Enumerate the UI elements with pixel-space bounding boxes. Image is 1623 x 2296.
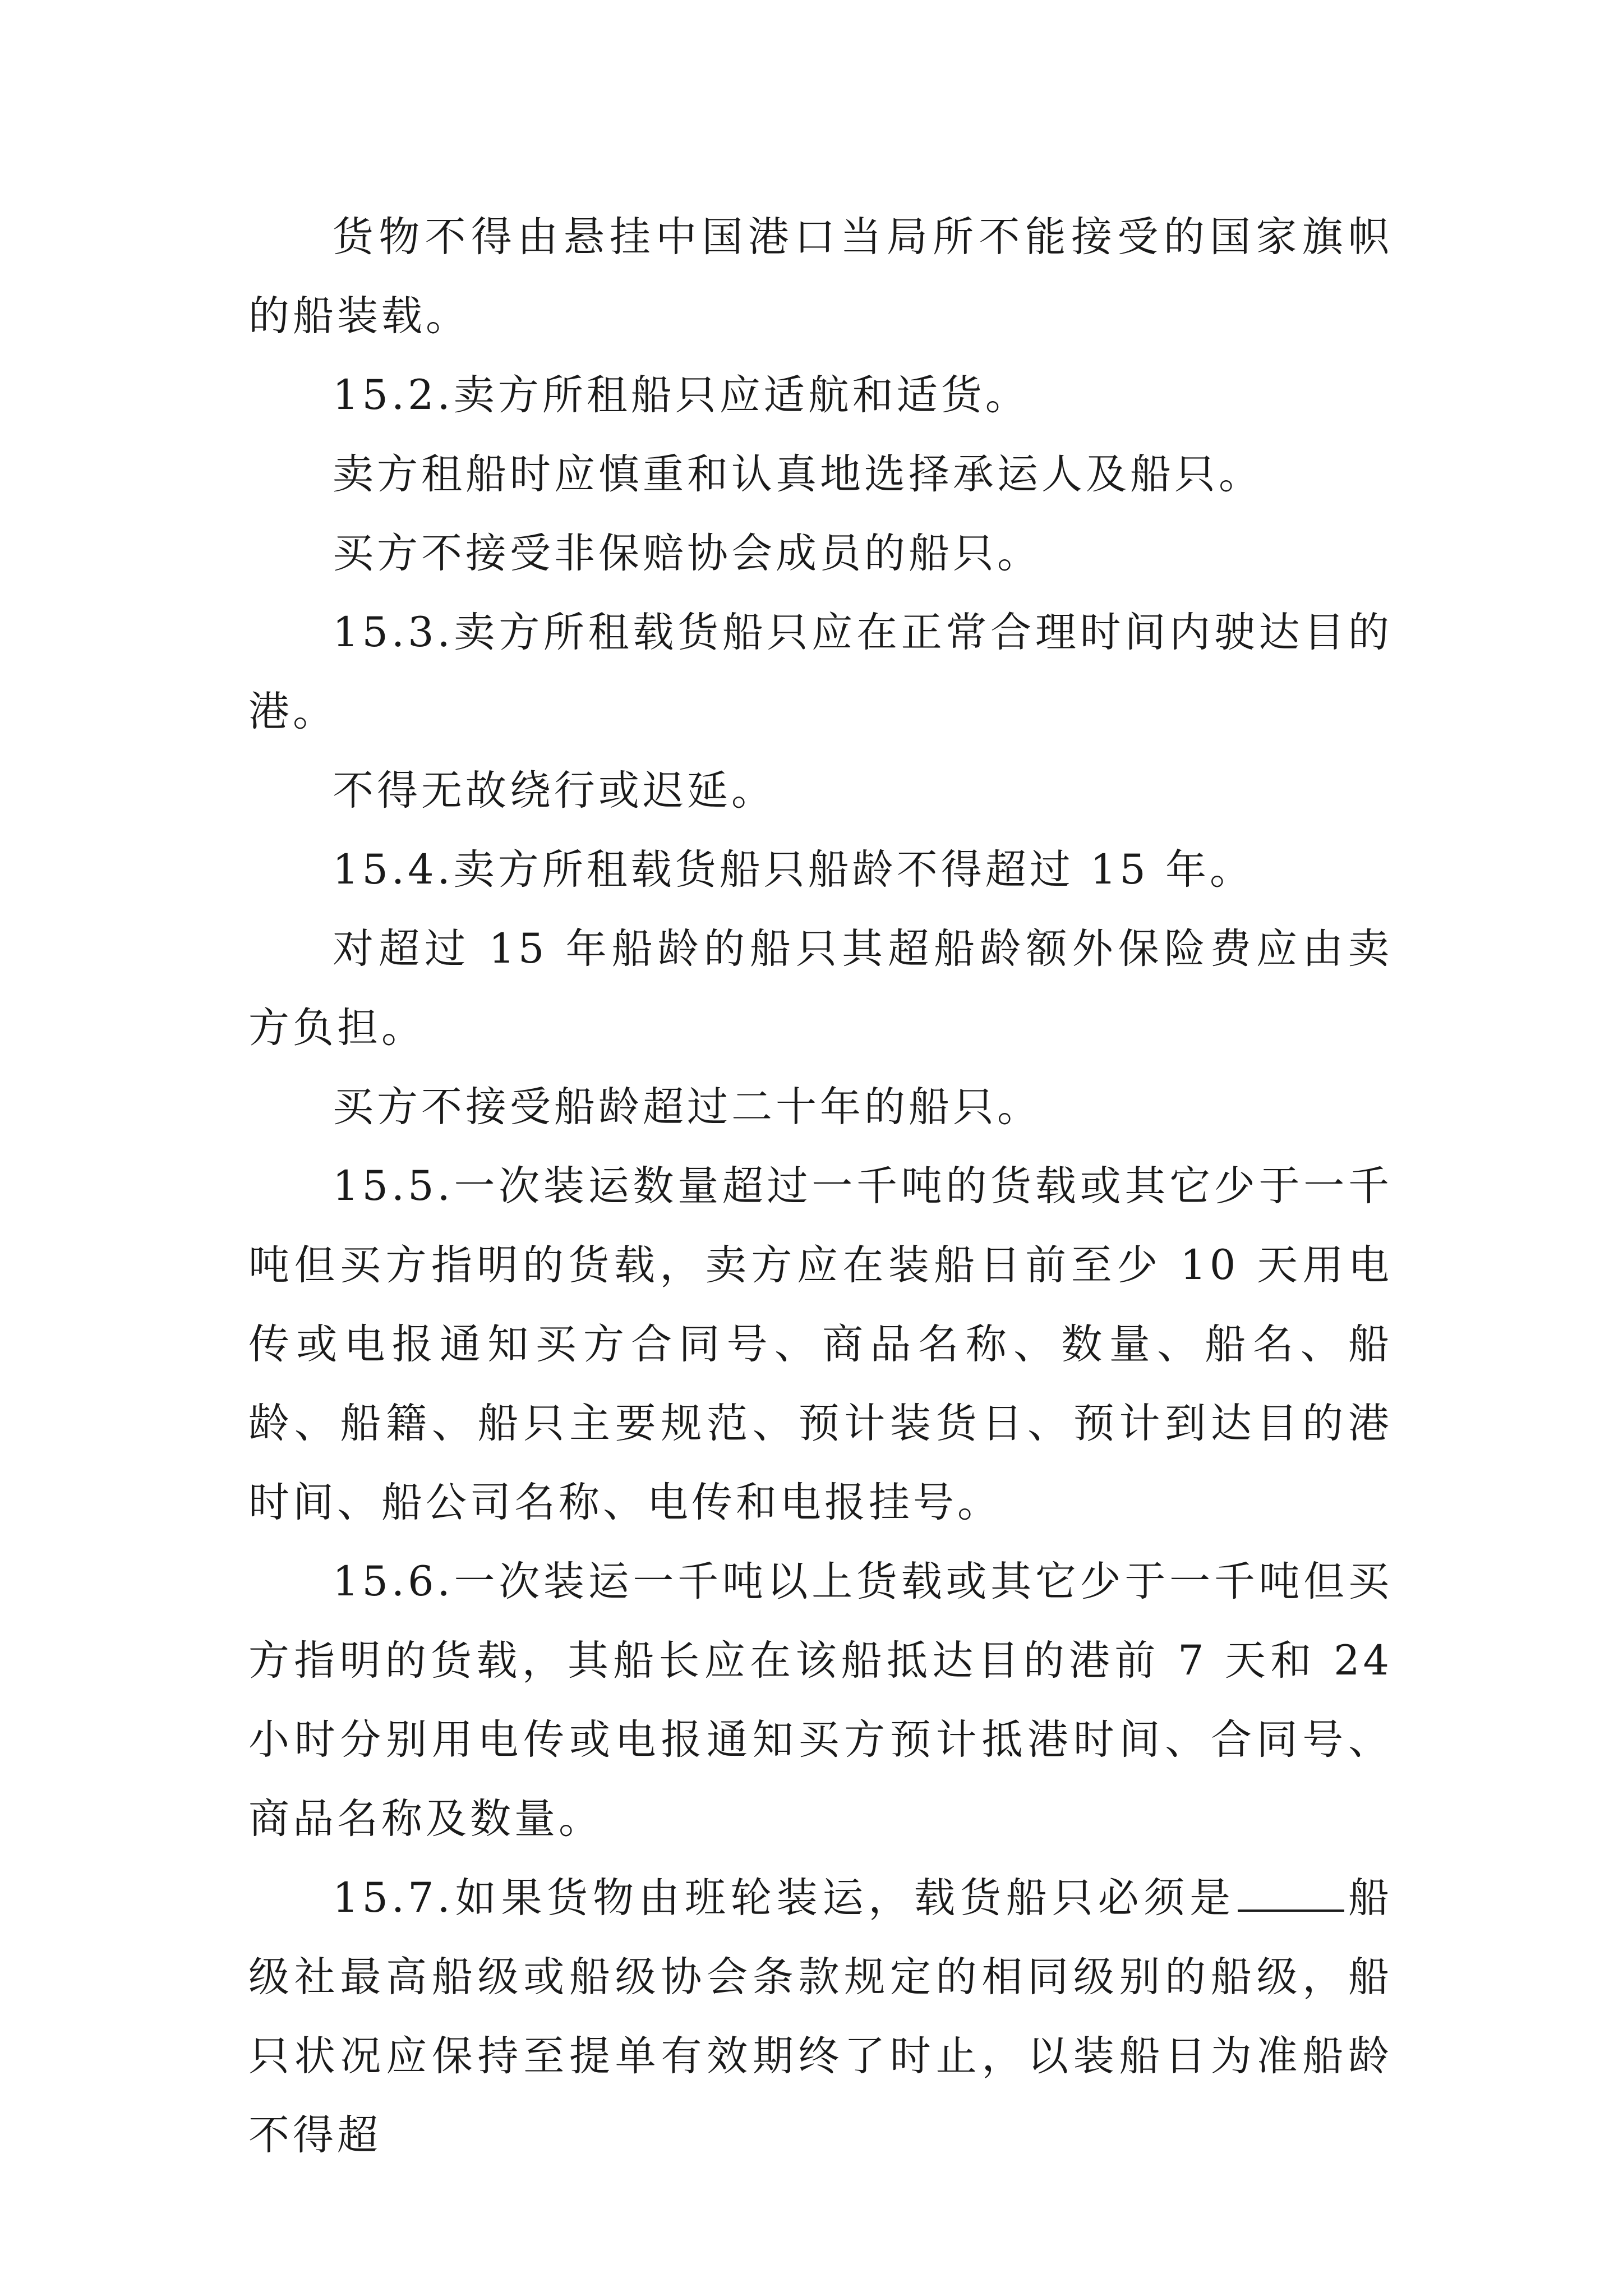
paragraph-pi-club: 买方不接受非保赔协会成员的船只。 xyxy=(333,530,1041,577)
fill-in-blank xyxy=(1238,1876,1344,1912)
paragraph-15-4: 15.4.卖方所租载货船只船龄不得超过 15 年。 xyxy=(333,846,1255,894)
paragraph-15-6: 15.6.一次装运一千吨以上货载或其它少于一千吨但买方指明的货载，其船长应在该船抵达目的港前 7 天和 24 小时分别用电传或电报通知买方预计抵港时间、合同号、商品名称及数量。 xyxy=(248,1558,1393,1843)
paragraph-carrier-selection: 卖方租船时应慎重和认真地选择承运人及船只。 xyxy=(333,450,1263,498)
paragraph-no-deviation: 不得无故绕行或迟延。 xyxy=(333,767,776,815)
paragraph-15-7-before-blank: 15.7.如果货物由班轮装运，载货船只必须是 xyxy=(333,1874,1236,1922)
paragraph-15-7 xyxy=(248,1858,1393,2175)
paragraph-15-3: 15.3.卖方所租载货船只应在正常合理时间内驶达目的港。 xyxy=(248,609,1393,735)
paragraph-twenty-years: 买方不接受船龄超过二十年的船只。 xyxy=(333,1083,1041,1131)
paragraph-15-5: 15.5.一次装运数量超过一千吨的货载或其它少于一千吨但买方指明的货载，卖方应在装船日前至少 10 天用电传或电报通知买方合同号、商品名称、数量、船名、船龄、船籍、船只主要规范、预计装货日、预计到达目的港时间、船公司名称、电传和电报挂号。 xyxy=(248,1162,1393,1526)
document-body xyxy=(248,197,1393,2175)
paragraph-flag-restriction: 货物不得由悬挂中国港口当局所不能接受的国家旗帜的船装载。 xyxy=(248,213,1393,340)
paragraph-15-7-after-blank: 船级社最高船级或船级协会条款规定的相同级别的船级，船只状况应保持至提单有效期终了时止，以装船日为准船龄不得超 xyxy=(248,1874,1393,2159)
paragraph-over-age-premium: 对超过 15 年船龄的船只其超船龄额外保险费应由卖方负担。 xyxy=(248,925,1393,1052)
paragraph-15-2: 15.2.卖方所租船只应适航和适货。 xyxy=(333,371,1030,419)
